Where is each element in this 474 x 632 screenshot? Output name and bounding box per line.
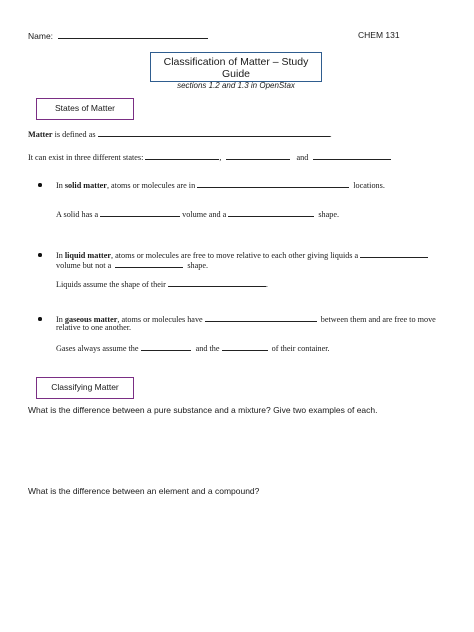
- bullet-liquid: [38, 253, 42, 257]
- name-field[interactable]: [58, 30, 208, 39]
- course-code: CHEM 131: [358, 30, 400, 40]
- gas-in: In: [56, 315, 65, 324]
- solid-in: In: [56, 181, 65, 190]
- gas-container-text: of their container.: [271, 344, 330, 353]
- and-text: and: [296, 153, 309, 162]
- page-subtitle: sections 1.2 and 1.3 in OpenStax: [177, 81, 295, 90]
- three-states-line: [28, 151, 391, 162]
- solid-locations-blank[interactable]: [197, 179, 349, 188]
- gas-term: gaseous matter: [64, 315, 118, 324]
- gas-shape-blank[interactable]: [141, 342, 191, 351]
- gas-line-2: relative to one another.: [56, 323, 132, 332]
- gas-and-text: and the: [195, 344, 222, 353]
- liquid-shape-text: shape.: [187, 261, 209, 270]
- states-of-matter-heading: [36, 98, 134, 120]
- liquid-container-blank[interactable]: [168, 278, 266, 287]
- liquid-term: liquid matter: [64, 251, 112, 260]
- states-heading-label: States of Matter: [55, 103, 115, 113]
- gas-between-blank[interactable]: [205, 313, 317, 322]
- state-blank-2[interactable]: [226, 151, 290, 160]
- solid-volume-text: volume and a: [180, 210, 229, 219]
- solid-has-text: A solid has a: [56, 210, 101, 219]
- liquid-volume-text: volume but not a: [56, 261, 112, 270]
- solid-shape-blank[interactable]: [228, 208, 314, 217]
- solid-volume-blank[interactable]: [100, 208, 180, 217]
- name-row: [28, 30, 208, 41]
- solid-text: , atoms or molecules are in: [106, 181, 198, 190]
- page-title: Classification of Matter – Study Guide: [163, 56, 309, 80]
- liquid-assume-text: Liquids assume the shape of their: [56, 280, 168, 289]
- matter-definition-blank[interactable]: [98, 128, 330, 137]
- comma-1: ,: [219, 153, 222, 162]
- solid-shape-text: shape.: [318, 210, 340, 219]
- gas-line-3: [56, 342, 330, 353]
- name-label: Name:: [28, 31, 54, 41]
- solid-line-2: [56, 208, 339, 219]
- solid-line-1: [56, 179, 385, 190]
- state-blank-3[interactable]: [313, 151, 391, 160]
- title-box: [150, 52, 322, 90]
- gas-assume-text: Gases always assume the: [56, 344, 141, 353]
- bullet-solid: [38, 183, 42, 187]
- question-pure-vs-mixture: What is the difference between a pure substance and a mixture? Give two examples of each.: [28, 405, 378, 415]
- liquid-shape-blank[interactable]: [115, 259, 183, 268]
- matter-term: Matter: [28, 130, 53, 139]
- liquid-line-2: [56, 259, 208, 270]
- solid-locations-text: locations.: [353, 181, 385, 190]
- three-states-text: It can exist in three different states:: [28, 153, 146, 162]
- gas-volume-blank[interactable]: [222, 342, 268, 351]
- solid-term: solid matter: [64, 181, 107, 190]
- classifying-heading-label: Classifying Matter: [51, 382, 119, 392]
- liquid-text: , atoms or molecules are free to move relative to each other giving liquids a: [111, 251, 361, 260]
- gas-between-text: between them and are free to move: [320, 315, 436, 324]
- bullet-gas: [38, 317, 42, 321]
- matter-definition: Matter is defined as .: [28, 130, 332, 139]
- classifying-matter-heading: [36, 377, 134, 399]
- liquid-period: .: [265, 280, 268, 289]
- question-element-vs-compound: What is the difference between an element and a compound?: [28, 486, 260, 496]
- liquid-volume-blank[interactable]: [360, 249, 428, 258]
- liquid-in: In: [56, 251, 65, 260]
- matter-def-text: is defined as: [52, 130, 98, 139]
- state-blank-1[interactable]: [145, 151, 222, 162]
- gas-text: , atoms or molecules have: [117, 315, 205, 324]
- liquid-line-3: [56, 278, 268, 289]
